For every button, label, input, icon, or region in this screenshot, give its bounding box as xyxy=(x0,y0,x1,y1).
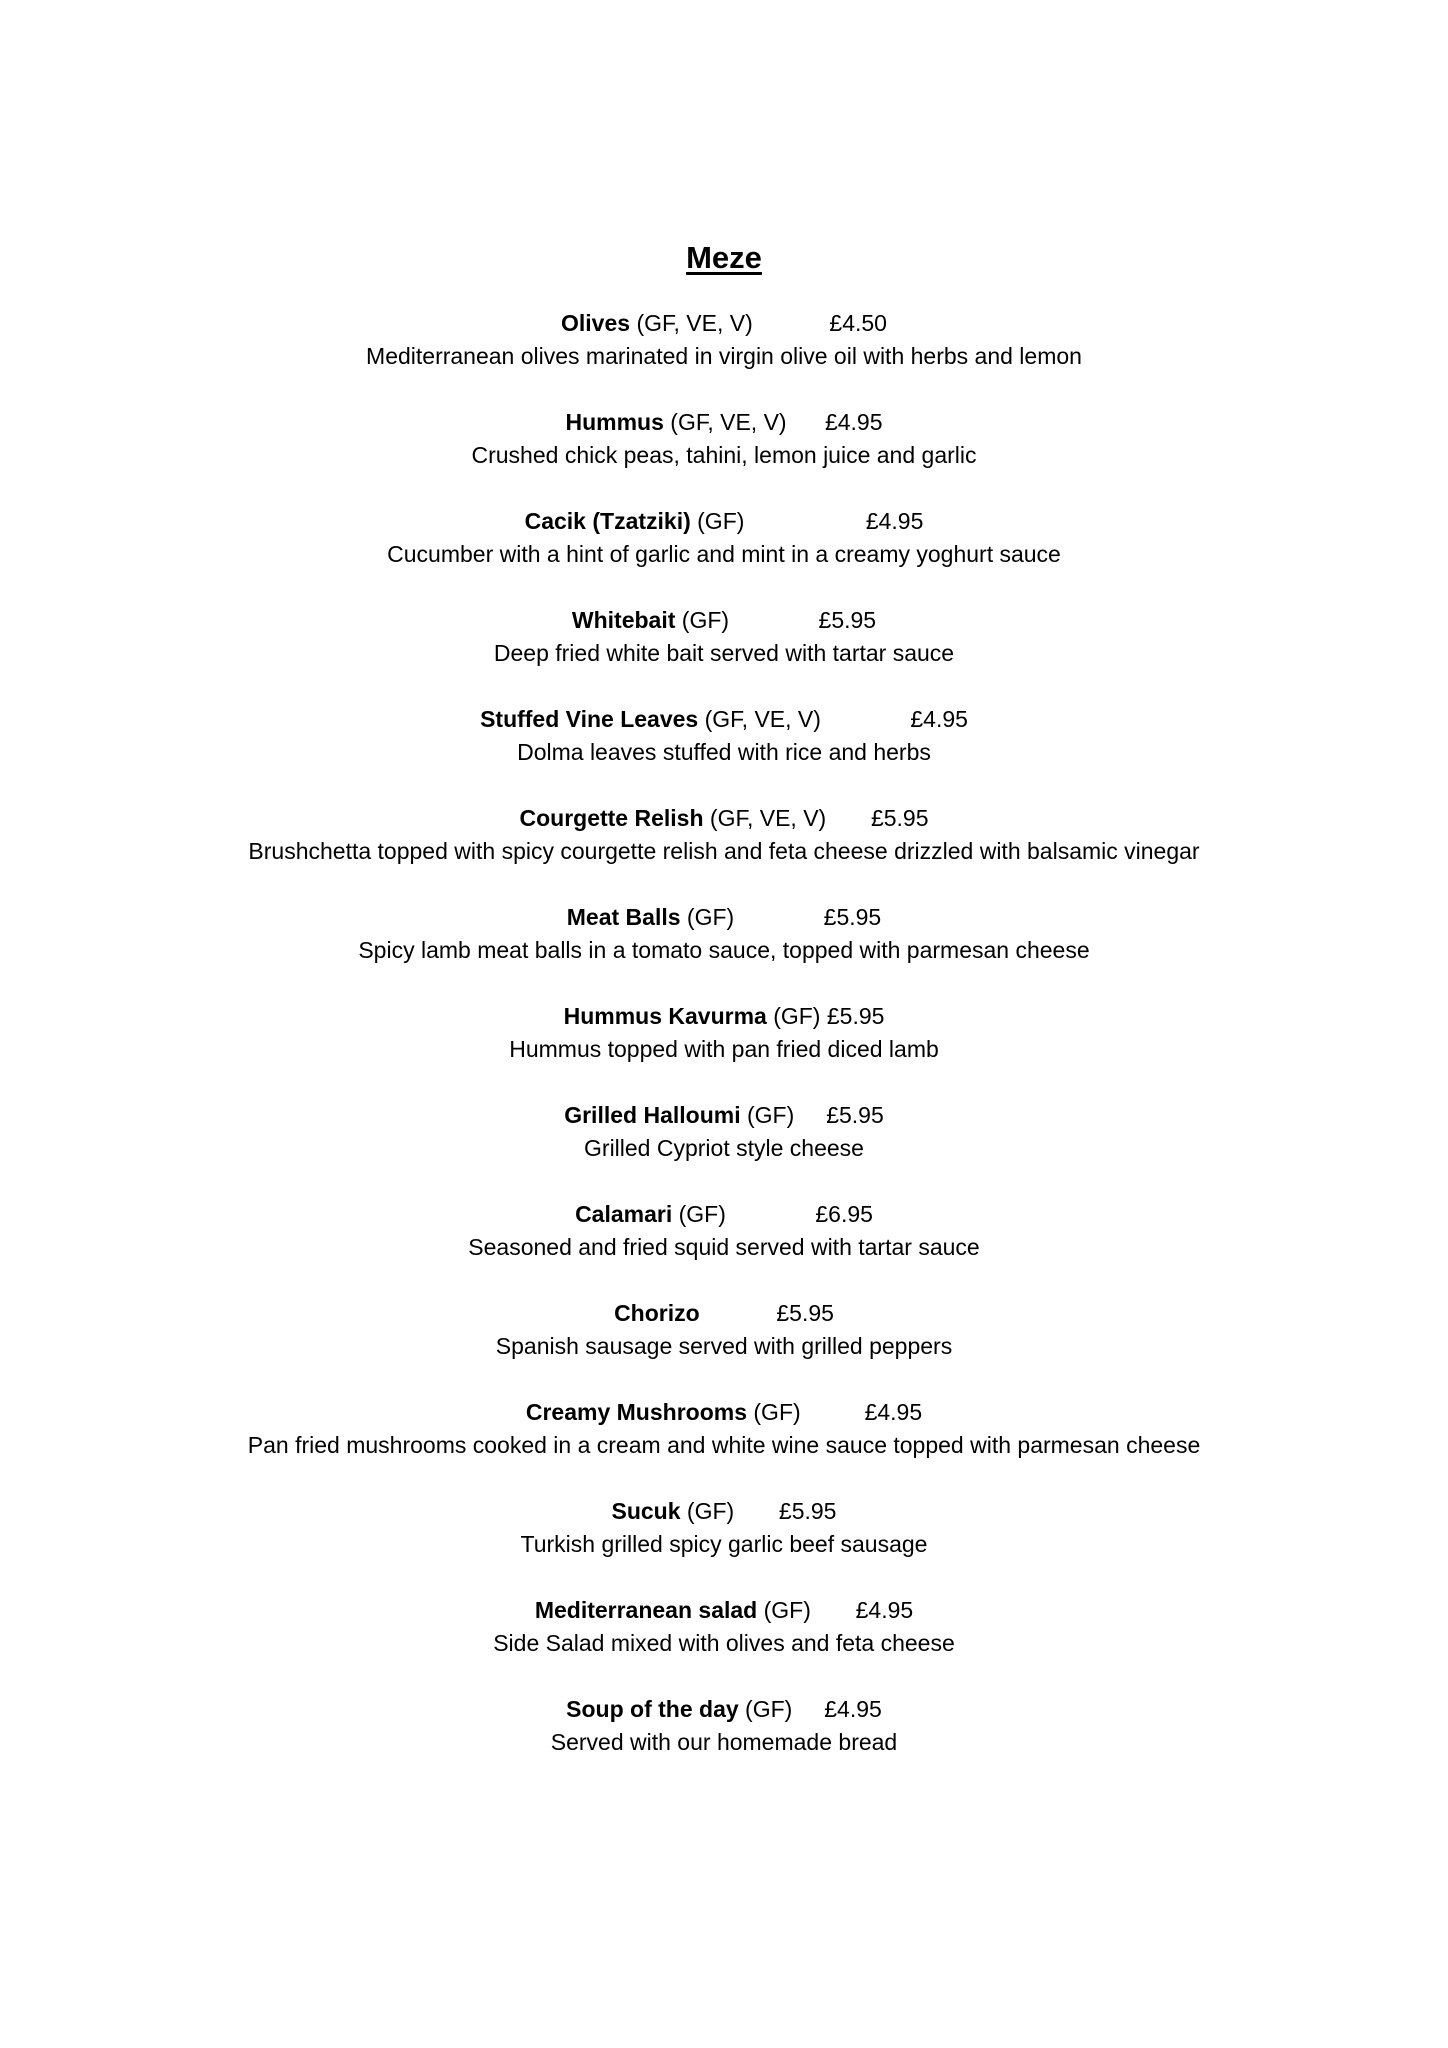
menu-item-description: Spanish sausage served with grilled peppers xyxy=(495,1333,953,1359)
menu-item-description: Side Salad mixed with olives and feta cheese xyxy=(493,1630,955,1656)
menu-item-dietary-tags: (GF, VE, V) xyxy=(709,805,827,831)
menu-item-description: Mediterranean olives marinated in virgin olive oil with herbs and lemon xyxy=(366,343,1082,369)
menu-item-description: Turkish grilled spicy garlic beef sausage xyxy=(520,1531,928,1557)
menu-item-name: Sucuk xyxy=(611,1498,681,1524)
menu-item-description: Deep fried white bait served with tartar sauce xyxy=(493,640,955,666)
menu-item xyxy=(0,1396,1448,1495)
menu-item-description: Hummus topped with pan fried diced lamb xyxy=(509,1036,939,1062)
menu-item-dietary-tags: (GF) xyxy=(686,904,735,930)
menu-item-price: £5.95 xyxy=(826,1003,885,1029)
menu-item-dietary-tags: (GF) xyxy=(753,1399,801,1425)
menu-item-description: Spicy lamb meat balls in a tomato sauce, topped with parmesan cheese xyxy=(358,937,1090,963)
menu-item-name: Courgette Relish xyxy=(519,805,704,831)
menu-item-dietary-tags: (GF) xyxy=(681,607,730,633)
menu-item xyxy=(0,1495,1448,1594)
menu-title: Meze xyxy=(686,240,762,275)
menu-item-name: Hummus Kavurma xyxy=(563,1003,767,1029)
menu-item-heading xyxy=(0,1594,1448,1627)
menu-item-heading xyxy=(0,901,1448,934)
menu-item-dietary-tags: (GF, VE, V) xyxy=(636,310,753,336)
menu-item-heading xyxy=(0,307,1448,340)
menu-item-heading xyxy=(0,406,1448,439)
menu-item xyxy=(0,1297,1448,1396)
menu-item-description: Grilled Cypriot style cheese xyxy=(584,1135,864,1161)
menu-item-dietary-tags: (GF) xyxy=(686,1498,735,1524)
menu-item xyxy=(0,1594,1448,1693)
menu-item-description: Seasoned and fried squid served with tartar sauce xyxy=(468,1234,980,1260)
menu-item-price: £5.95 xyxy=(870,805,929,831)
menu-item-heading xyxy=(0,505,1448,538)
menu-item-name: Calamari xyxy=(575,1201,673,1227)
menu-item xyxy=(0,802,1448,901)
menu-item-dietary-tags: (GF) xyxy=(763,1597,811,1623)
menu-item-heading xyxy=(0,703,1448,736)
menu-item-price: £5.95 xyxy=(826,1102,884,1128)
menu-item-price: £4.95 xyxy=(910,706,968,732)
menu-item-heading xyxy=(0,1099,1448,1132)
menu-item-price: £4.95 xyxy=(824,409,883,435)
menu-item-dietary-tags: (GF) xyxy=(773,1003,821,1029)
menu-item xyxy=(0,307,1448,406)
menu-item xyxy=(0,1693,1448,1792)
menu-item xyxy=(0,604,1448,703)
menu-item xyxy=(0,406,1448,505)
menu-item xyxy=(0,1198,1448,1297)
menu-item-heading xyxy=(0,1198,1448,1231)
menu-item-name: Chorizo xyxy=(614,1300,700,1326)
menu-item-description: Pan fried mushrooms cooked in a cream and white wine sauce topped with parmesan cheese xyxy=(247,1432,1201,1458)
menu-item-heading xyxy=(0,1297,1448,1330)
menu-item xyxy=(0,901,1448,1000)
menu-item-dietary-tags: (GF, VE, V) xyxy=(670,409,787,435)
menu-item-dietary-tags: (GF) xyxy=(746,1102,795,1128)
menu-item-heading xyxy=(0,1396,1448,1429)
menu-item-price: £5.95 xyxy=(776,1300,834,1326)
menu-item-description: Cucumber with a hint of garlic and mint in a creamy yoghurt sauce xyxy=(387,541,1061,567)
menu-item-price: £5.95 xyxy=(778,1498,837,1524)
menu-item-name: Whitebait xyxy=(571,607,676,633)
menu-item-description: Dolma leaves stuffed with rice and herbs xyxy=(517,739,931,765)
menu-item-price: £4.95 xyxy=(864,1399,923,1425)
menu-item-name: Olives xyxy=(561,310,631,336)
menu-item-price: £5.95 xyxy=(818,607,877,633)
menu-item-name: Meat Balls xyxy=(566,904,681,930)
menu-item-name: Cacik (Tzatziki) xyxy=(524,508,691,534)
menu-item-description: Crushed chick peas, tahini, lemon juice and garlic xyxy=(471,442,977,468)
menu-item-name: Soup of the day xyxy=(566,1696,739,1722)
menu-item xyxy=(0,703,1448,802)
menu-item-name: Creamy Mushrooms xyxy=(525,1399,747,1425)
menu-item-heading xyxy=(0,1693,1448,1726)
menu-item-heading xyxy=(0,604,1448,637)
menu-item-name: Mediterranean salad xyxy=(534,1597,758,1623)
menu-item-dietary-tags: (GF) xyxy=(745,1696,793,1722)
menu-item-description: Served with our homemade bread xyxy=(550,1729,898,1755)
menu-item-price: £4.95 xyxy=(855,1597,914,1623)
menu-item-dietary-tags: (GF) xyxy=(697,508,745,534)
menu-item xyxy=(0,505,1448,604)
menu-item xyxy=(0,1099,1448,1198)
menu-item-name: Grilled Halloumi xyxy=(564,1102,741,1128)
menu-item-name: Hummus xyxy=(565,409,664,435)
menu-item-price: £4.95 xyxy=(865,508,924,534)
menu-item-description: Brushchetta topped with spicy courgette relish and feta cheese drizzled with balsamic vinegar xyxy=(248,838,1200,864)
menu-item-price: £4.95 xyxy=(824,1696,882,1722)
menu-item-heading xyxy=(0,1495,1448,1528)
menu-items-list xyxy=(0,307,1448,1792)
menu-item-heading xyxy=(0,1000,1448,1033)
menu-item-dietary-tags: (GF, VE, V) xyxy=(704,706,821,732)
menu-item-price: £5.95 xyxy=(823,904,882,930)
menu-item-price: £4.50 xyxy=(829,310,887,336)
menu-item xyxy=(0,1000,1448,1099)
menu-item-dietary-tags: (GF) xyxy=(678,1201,726,1227)
menu-item-price: £6.95 xyxy=(815,1201,873,1227)
menu-item-name: Stuffed Vine Leaves xyxy=(480,706,699,732)
menu-item-heading xyxy=(0,802,1448,835)
